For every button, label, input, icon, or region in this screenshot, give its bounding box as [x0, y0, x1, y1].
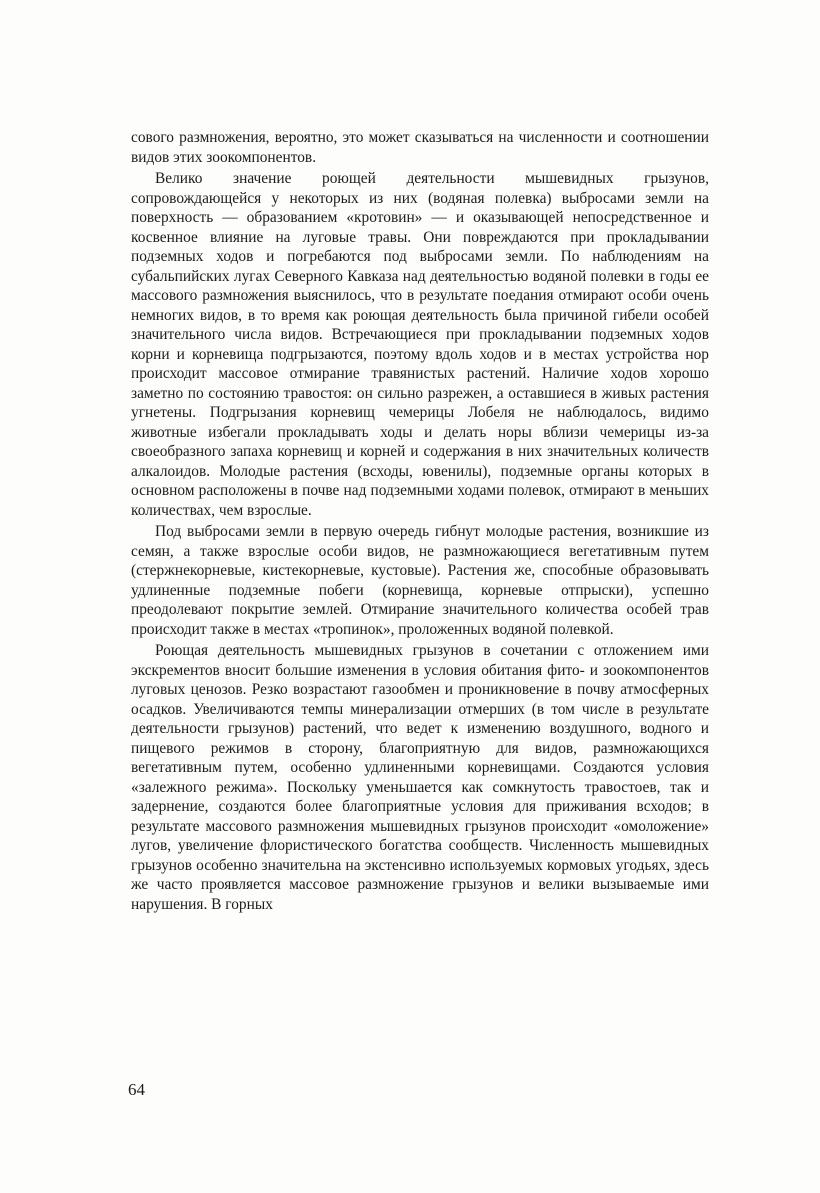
- paragraph-soil-ejections: Под выбросами земли в первую очередь гибнут молодые растения, возникшие из семян, а также взрослые особи видов, не размножающиеся вегетативным путем (стержнекорневые, кистекорневые, кустовые). Растения же, способные образовывать удлиненные подземные побеги (корневища, корневые отпрыски), успешно преодолевают покрытие землей. Отмирание значительного количества особей трав происходит также в местах «тропинок», проложенных водяной полевкой.: [131, 523, 709, 638]
- page-number: 64: [128, 1080, 145, 1099]
- body-text: [131, 128, 709, 914]
- paragraph-continuation: сового размножения, вероятно, это может сказываться на численности и соотношении видов этих зоокомпонентов.: [131, 129, 709, 166]
- paragraph-burrowing-activity: Велико значение роющей деятельности мышевидных грызунов, сопровождающейся у некоторых из них (водяная полевка) выбросами земли на поверхность — образованием «кротовин» — и оказывающей непосредственное и косвенное влияние на луговые травы. Они повреждаются при прокладывании подземных ходов и погребаются под выбросами земли. По наблюдениям на субальпийских лугах Северного Кавказа над деятельностью водяной полевки в годы ее массового размножения выяснилось, что в результате поедания отмирают особи очень немногих видов, в то время как роющая деятельность была причиной гибели особей значительного числа видов. Встречающиеся при прокладывании подземных ходов корни и корневища подгрызаются, поэтому вдоль ходов и в местах устройства нор происходит массовое отмирание травянистых растений. Наличие ходов хорошо заметно по состоянию травостоя: он сильно разрежен, а оставшиеся в живых растения угнетены. Подгрызания корневищ чемерицы Лобеля не наблюдалось, видимо животные избегали прокладывать ходы и делать норы вблизи чемерицы из-за своеобразного запаха корневищ и корней и содержания в них значительных количеств алкалоидов. Молодые растения (всходы, ювенилы), подземные органы которых в основном расположены в почве над подземными ходами полевок, отмирают в меньших количествах, чем взрослые.: [131, 170, 709, 519]
- paragraph-habitat-changes: Роющая деятельность мышевидных грызунов в сочетании с отложением ими экскрементов вносит большие изменения в условия обитания фито- и зоокомпонентов луговых ценозов. Резко возрастают газообмен и проникновение в почву атмосферных осадков. Увеличиваются темпы минерализации отмерших (в том числе в результате деятельности грызунов) растений, что ведет к изменению воздушного, водного и пищевого режимов в сторону, благоприятную для видов, размножающихся вегетативным путем, особенно удлиненными корневищами. Создаются условия «залежного режима». Поскольку уменьшается как сомкнутость травостоев, так и задернение, создаются более благоприятные условия для приживания всходов; в результате массового размножения мышевидных грызунов происходит «омоложение» лугов, увеличение флористического богатства сообществ. Численность мышевидных грызунов особенно значительна на экстенсивно используемых кормовых угодьях, здесь же часто проявляется массовое размножение грызунов и велики вызываемые ими нарушения. В горных: [131, 642, 709, 913]
